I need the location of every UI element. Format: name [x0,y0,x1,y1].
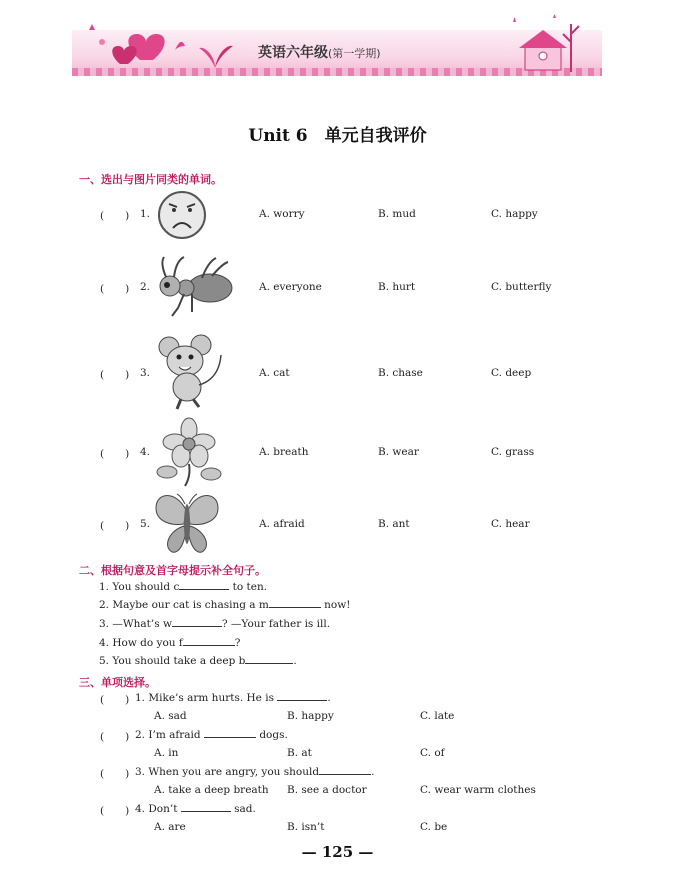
answer-blank[interactable] [204,736,256,738]
mc-question [135,766,374,778]
question-number: 3. [140,367,151,379]
house-icon [505,14,585,76]
section3-heading: 三、单项选择。 [79,676,156,689]
option-a: A. in [154,747,179,759]
option-b: B. isn’t [287,821,325,833]
ant-icon [152,250,234,326]
fill-blank-sentence [99,655,297,667]
question-end: sad. [230,803,256,815]
answer-blank[interactable] [277,699,327,701]
unit-title: Unit 6 单元自我评价 [248,126,427,146]
option-b: B. ant [378,518,410,530]
answer-paren: ( ) [100,448,130,460]
sentence-start: 1. You should c [99,581,180,593]
answer-blank[interactable] [245,662,293,664]
mouse-icon [155,333,229,413]
option-c: C. happy [491,208,538,220]
header-title [258,42,381,62]
answer-paren: ( ) [100,731,130,743]
mc-question [135,729,288,741]
header-semester: (第一学期) [328,47,381,60]
option-c: C. deep [491,367,532,379]
answer-blank[interactable] [181,810,231,812]
option-c: C. of [420,747,445,759]
question-start: 1. Mike’s arm hurts. He is [135,692,274,704]
answer-blank[interactable] [319,773,371,775]
question-start: 2. I’m afraid [135,729,201,741]
option-b: B. happy [287,710,334,722]
question-end: dogs. [255,729,288,741]
answer-paren: ( ) [100,369,130,381]
page-number: — 125 — [301,843,374,861]
question-end: . [371,766,375,778]
question-number: 5. [140,518,151,530]
answer-blank[interactable] [183,644,235,646]
option-b: B. chase [378,367,423,379]
sentence-end: ? [234,637,241,649]
option-c: C. grass [491,446,535,458]
option-b: B. see a doctor [287,784,367,796]
answer-paren: ( ) [100,768,130,780]
question-start: 3. When you are angry, you should [135,766,320,778]
option-c: C. be [420,821,448,833]
mc-question [135,803,256,815]
fill-blank-sentence [99,599,350,611]
option-b: B. at [287,747,312,759]
sprout-icon [195,34,235,70]
question-number: 1. [140,208,151,220]
fill-blank-sentence [99,618,330,630]
answer-paren: ( ) [100,283,130,295]
question-number: 4. [140,446,151,458]
sentence-end: to ten. [229,581,268,593]
question-number: 2. [140,281,151,293]
sentence-start: 4. How do you f [99,637,183,649]
option-a: A. breath [259,446,309,458]
section1-heading: 一、选出与图片同类的单词。 [79,173,222,186]
mc-question [135,692,331,704]
answer-blank[interactable] [172,625,222,627]
answer-paren: ( ) [100,210,130,222]
sentence-start: 2. Maybe our cat is chasing a m [99,599,269,611]
question-end: . [327,692,331,704]
sentence-end: now! [320,599,351,611]
flower-icon [153,416,227,488]
answer-blank[interactable] [179,588,229,590]
option-c: C. hear [491,518,530,530]
option-c: C. wear warm clothes [420,784,536,796]
sentence-end: ? —Your father is ill. [221,618,331,630]
sentence-start: 3. —What’s w [99,618,172,630]
fill-blank-sentence [99,637,240,649]
section2-heading: 二、根据句意及首字母提示补全句子。 [79,564,266,577]
option-a: A. worry [259,208,305,220]
butterfly-icon [152,490,222,556]
option-a: A. afraid [259,518,305,530]
answer-blank[interactable] [269,606,321,608]
sentence-end: . [293,655,297,667]
option-b: B. wear [378,446,419,458]
heart-cluster-icon [80,20,190,70]
answer-paren: ( ) [100,520,130,532]
sentence-start: 5. You should take a deep b [99,655,246,667]
option-a: A. sad [154,710,187,722]
header-book-title: 英语六年级 [258,45,328,61]
answer-paren: ( ) [100,694,130,706]
question-start: 4. Don’t [135,803,178,815]
option-a: A. everyone [259,281,322,293]
sad-face-icon [156,190,210,240]
option-c: C. butterfly [491,281,552,293]
option-a: A. take a deep breath [154,784,269,796]
option-b: B. mud [378,208,416,220]
option-b: B. hurt [378,281,416,293]
option-a: A. are [154,821,186,833]
option-c: C. late [420,710,455,722]
answer-paren: ( ) [100,805,130,817]
option-a: A. cat [259,367,290,379]
fill-blank-sentence [99,581,267,593]
